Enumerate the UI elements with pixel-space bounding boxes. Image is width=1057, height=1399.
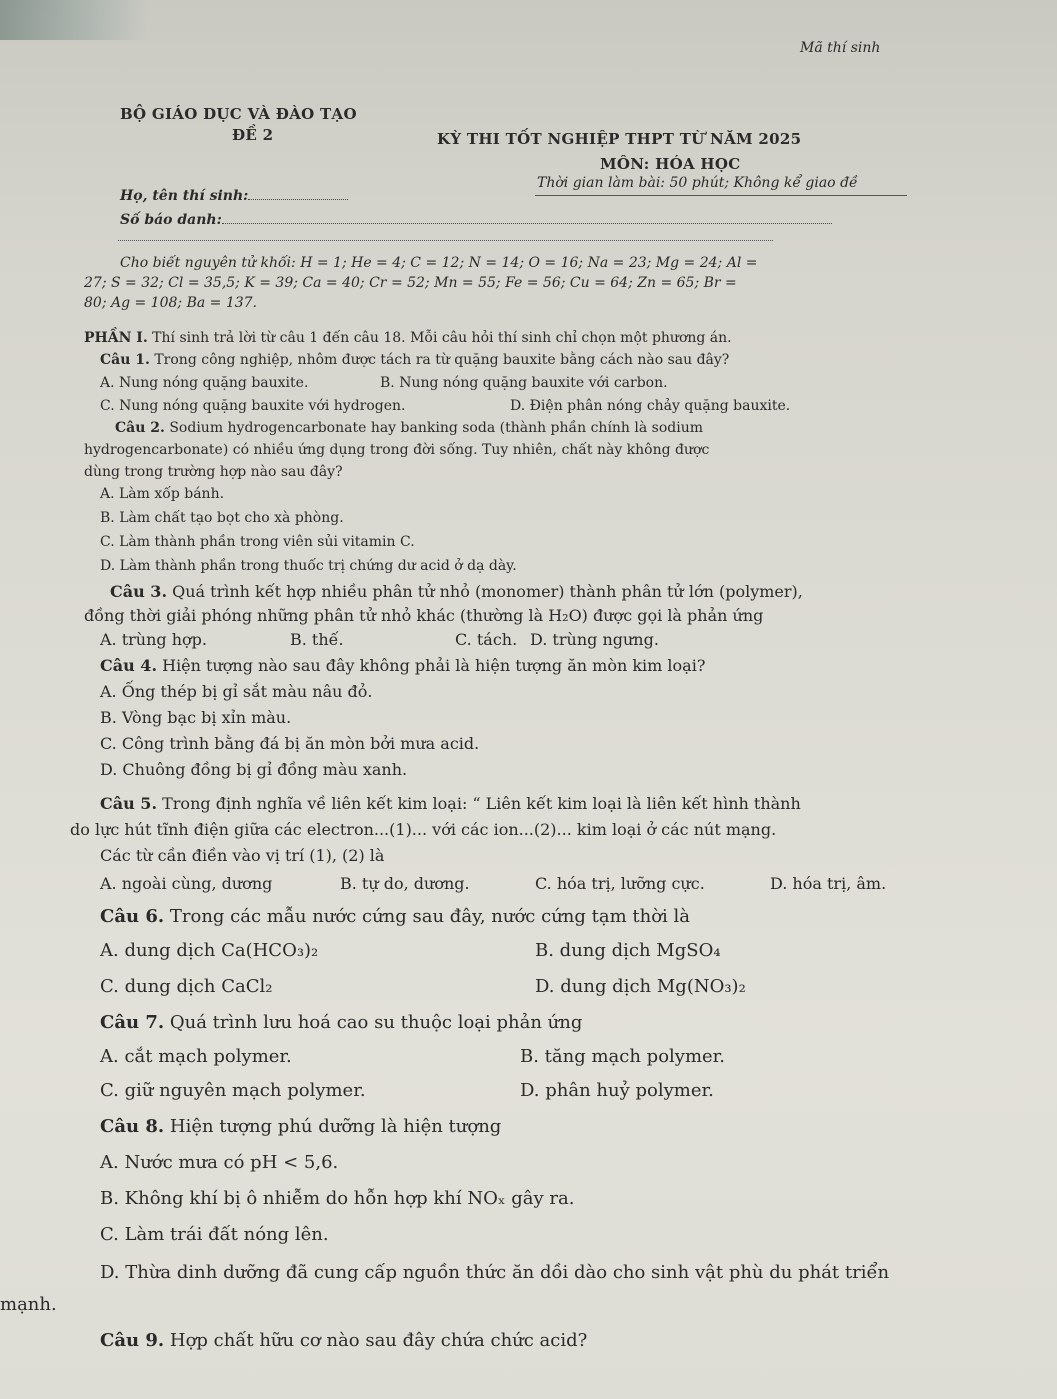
q4-option-b: B. Vòng bạc bị xỉn màu. (100, 708, 292, 727)
question-5-line-3: Các từ cần điền vào vị trí (1), (2) là (100, 846, 385, 865)
q2-option-c: C. Làm thành phần trong viên sủi vitamin C. (100, 534, 415, 550)
q8-option-b: B. Không khí bị ô nhiễm do hỗn hợp khí NOₓ gây ra. (100, 1188, 575, 1209)
q4-option-c: C. Công trình bằng đá bị ăn mòn bởi mưa acid. (100, 734, 480, 753)
ministry-title: BỘ GIÁO DỤC VÀ ĐÀO TẠO (120, 105, 357, 123)
q8-option-d-cont: mạnh. (0, 1294, 57, 1315)
q1-option-d: D. Điện phân nóng chảy quặng bauxite. (510, 398, 791, 414)
question-3-line-2: đồng thời giải phóng những phân tử nhỏ khác (thường là H₂O) được gọi là phản ứng (84, 606, 764, 625)
q4-option-a: A. Ống thép bị gỉ sắt màu nâu đỏ. (100, 682, 373, 701)
q5-option-b: B. tự do, dương. (340, 874, 470, 893)
question-5: Câu 5. Trong định nghĩa về liên kết kim loại: “ Liên kết kim loại là liên kết hình thành (100, 794, 801, 813)
q8-option-a: A. Nước mưa có pH < 5,6. (100, 1152, 339, 1173)
q5-option-a: A. ngoài cùng, dương (100, 874, 273, 893)
question-3: Câu 3. Quá trình kết hợp nhiều phân tử nhỏ (monomer) thành phân tử lớn (polymer), (110, 582, 803, 601)
q2-option-d: D. Làm thành phần trong thuốc trị chứng dư acid ở dạ dày. (100, 558, 517, 574)
top-right-note: Mã thí sinh (800, 40, 881, 56)
q2-option-a: A. Làm xốp bánh. (100, 486, 225, 502)
q8-option-d: D. Thừa dinh dưỡng đã cung cấp nguồn thức ăn dồi dào cho sinh vật phù du phát triển (100, 1262, 890, 1283)
q3-option-a: A. trùng hợp. (100, 630, 208, 649)
question-4: Câu 4. Hiện tượng nào sau đây không phải là hiện tượng ăn mòn kim loại? (100, 656, 706, 675)
q4-option-d: D. Chuông đồng bị gỉ đồng màu xanh. (100, 760, 408, 779)
q1-option-c: C. Nung nóng quặng bauxite với hydrogen. (100, 398, 406, 414)
photo-corner (0, 0, 150, 40)
question-9: Câu 9. Hợp chất hữu cơ nào sau đây chứa chức acid? (100, 1330, 588, 1351)
id-divider (118, 240, 773, 241)
atomic-mass-line-3: 80; Ag = 108; Ba = 137. (84, 295, 258, 311)
question-6: Câu 6. Trong các mẫu nước cứng sau đây, nước cứng tạm thời là (100, 906, 691, 927)
question-2-line-3: dùng trong trường hợp nào sau đây? (84, 464, 343, 480)
q1-option-b: B. Nung nóng quặng bauxite với carbon. (380, 375, 668, 391)
q6-option-d: D. dung dịch Mg(NO₃)₂ (535, 976, 746, 997)
q6-option-c: C. dung dịch CaCl₂ (100, 976, 273, 997)
q2-option-b: B. Làm chất tạo bọt cho xà phòng. (100, 510, 344, 526)
question-5-line-2: do lực hút tĩnh điện giữa các electron...(1)... với các ion...(2)... kim loại ở các nút mạng. (70, 820, 777, 839)
q3-option-c: C. tách. (455, 630, 518, 649)
question-1: Câu 1. Trong công nghiệp, nhôm được tách ra từ quặng bauxite bằng cách nào sau đây? (100, 352, 730, 368)
q8-option-c: C. Làm trái đất nóng lên. (100, 1224, 329, 1245)
time-note: Thời gian làm bài: 50 phút; Không kể giao đề (537, 175, 858, 191)
candidate-name-label: Họ, tên thí sinh: (120, 188, 348, 204)
q7-option-c: C. giữ nguyên mạch polymer. (100, 1080, 366, 1101)
q5-option-c: C. hóa trị, lưỡng cực. (535, 874, 705, 893)
q6-option-b: B. dung dịch MgSO₄ (535, 940, 721, 961)
atomic-mass-line-2: 27; S = 32; Cl = 35,5; K = 39; Ca = 40; Cr = 52; Mn = 55; Fe = 56; Cu = 64; Zn = 65; Br = (84, 275, 737, 291)
exam-code: ĐỀ 2 (232, 126, 274, 144)
q5-option-d: D. hóa trị, âm. (770, 874, 887, 893)
q7-option-d: D. phân huỷ polymer. (520, 1080, 714, 1101)
question-8: Câu 8. Hiện tượng phú dưỡng là hiện tượng (100, 1116, 502, 1137)
subject: MÔN: HÓA HỌC (600, 155, 741, 173)
q1-option-a: A. Nung nóng quặng bauxite. (100, 375, 309, 391)
question-7: Câu 7. Quá trình lưu hoá cao su thuộc loại phản ứng (100, 1012, 583, 1033)
q3-option-b: B. thế. (290, 630, 344, 649)
atomic-mass-line-1: Cho biết nguyên tử khối: H = 1; He = 4; C = 12; N = 14; O = 16; Na = 23; Mg = 24; Al = (120, 255, 758, 271)
q3-option-d: D. trùng ngưng. (530, 630, 659, 649)
question-2: Câu 2. Sodium hydrogencarbonate hay banking soda (thành phần chính là sodium (115, 420, 704, 436)
q7-option-a: A. cắt mạch polymer. (100, 1046, 292, 1067)
q7-option-b: B. tăng mạch polymer. (520, 1046, 726, 1067)
exam-title: KỲ THI TỐT NGHIỆP THPT TỪ NĂM 2025 (437, 130, 802, 148)
q6-option-a: A. dung dịch Ca(HCO₃)₂ (100, 940, 319, 961)
time-underline (535, 195, 907, 196)
candidate-id-label: Số báo danh: (120, 212, 832, 228)
part-one-instruction: PHẦN I. Thí sinh trả lời từ câu 1 đến câu 18. Mỗi câu hỏi thí sinh chỉ chọn một phương án. (84, 330, 732, 346)
question-2-line-2: hydrogencarbonate) có nhiều ứng dụng trong đời sống. Tuy nhiên, chất này không được (84, 442, 710, 458)
